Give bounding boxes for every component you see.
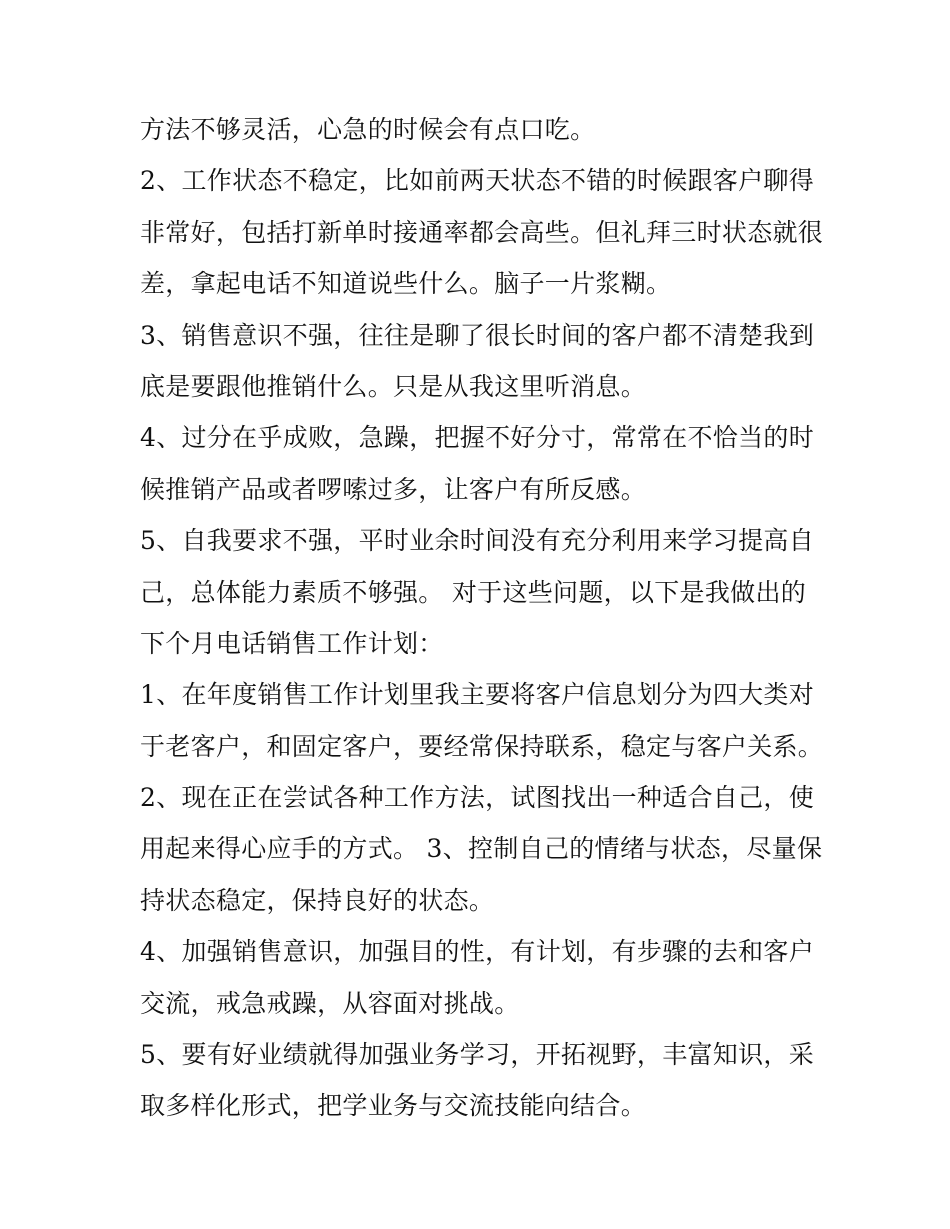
text-line: 己，总体能力素质不够强。 对于这些问题，以下是我做出的 <box>140 577 807 607</box>
text-line: 5、自我要求不强，平时业余时间没有充分利用来学习提高自 <box>140 526 815 556</box>
text-line: 候推销产品或者啰嗦过多，让客户有所反感。 <box>140 474 647 504</box>
text-line: 下个月电话销售工作计划： <box>140 628 444 658</box>
text-line: 交流，戒急戒躁，从容面对挑战。 <box>140 988 520 1018</box>
document-body <box>140 104 824 1132</box>
text-line: 于老客户，和固定客户，要经常保持联系，稳定与客户关系。 <box>140 731 824 761</box>
text-line: 非常好，包括打新单时接通率都会高些。但礼拜三时状态就很 <box>140 217 824 247</box>
text-line: 5、要有好业绩就得加强业务学习，开拓视野，丰富知识，采 <box>140 1040 815 1070</box>
text-line: 差，拿起电话不知道说些什么。脑子一片浆糊。 <box>140 269 672 299</box>
text-line: 方法不够灵活，心急的时候会有点口吃。 <box>140 115 596 144</box>
text-line: 底是要跟他推销什么。只是从我这里听消息。 <box>140 371 647 401</box>
text-line: 4、加强销售意识，加强目的性，有计划，有步骤的去和客户 <box>140 937 815 967</box>
text-line: 2、工作状态不稳定，比如前两天状态不错的时候跟客户聊得 <box>140 166 815 196</box>
text-line: 用起来得心应手的方式。 3、控制自己的情绪与状态，尽量保 <box>140 834 823 864</box>
text-line: 3、销售意识不强，往往是聊了很长时间的客户都不清楚我到 <box>140 320 815 350</box>
text-line: 2、现在正在尝试各种工作方法，试图找出一种适合自己，使 <box>140 783 815 813</box>
text-line: 1、在年度销售工作计划里我主要将客户信息划分为四大类对 <box>140 680 815 710</box>
text-line: 持状态稳定，保持良好的状态。 <box>140 885 495 915</box>
text-line: 取多样化形式，把学业务与交流技能向结合。 <box>140 1091 647 1121</box>
text-line: 4、过分在乎成败，急躁，把握不好分寸，常常在不恰当的时 <box>140 423 815 453</box>
